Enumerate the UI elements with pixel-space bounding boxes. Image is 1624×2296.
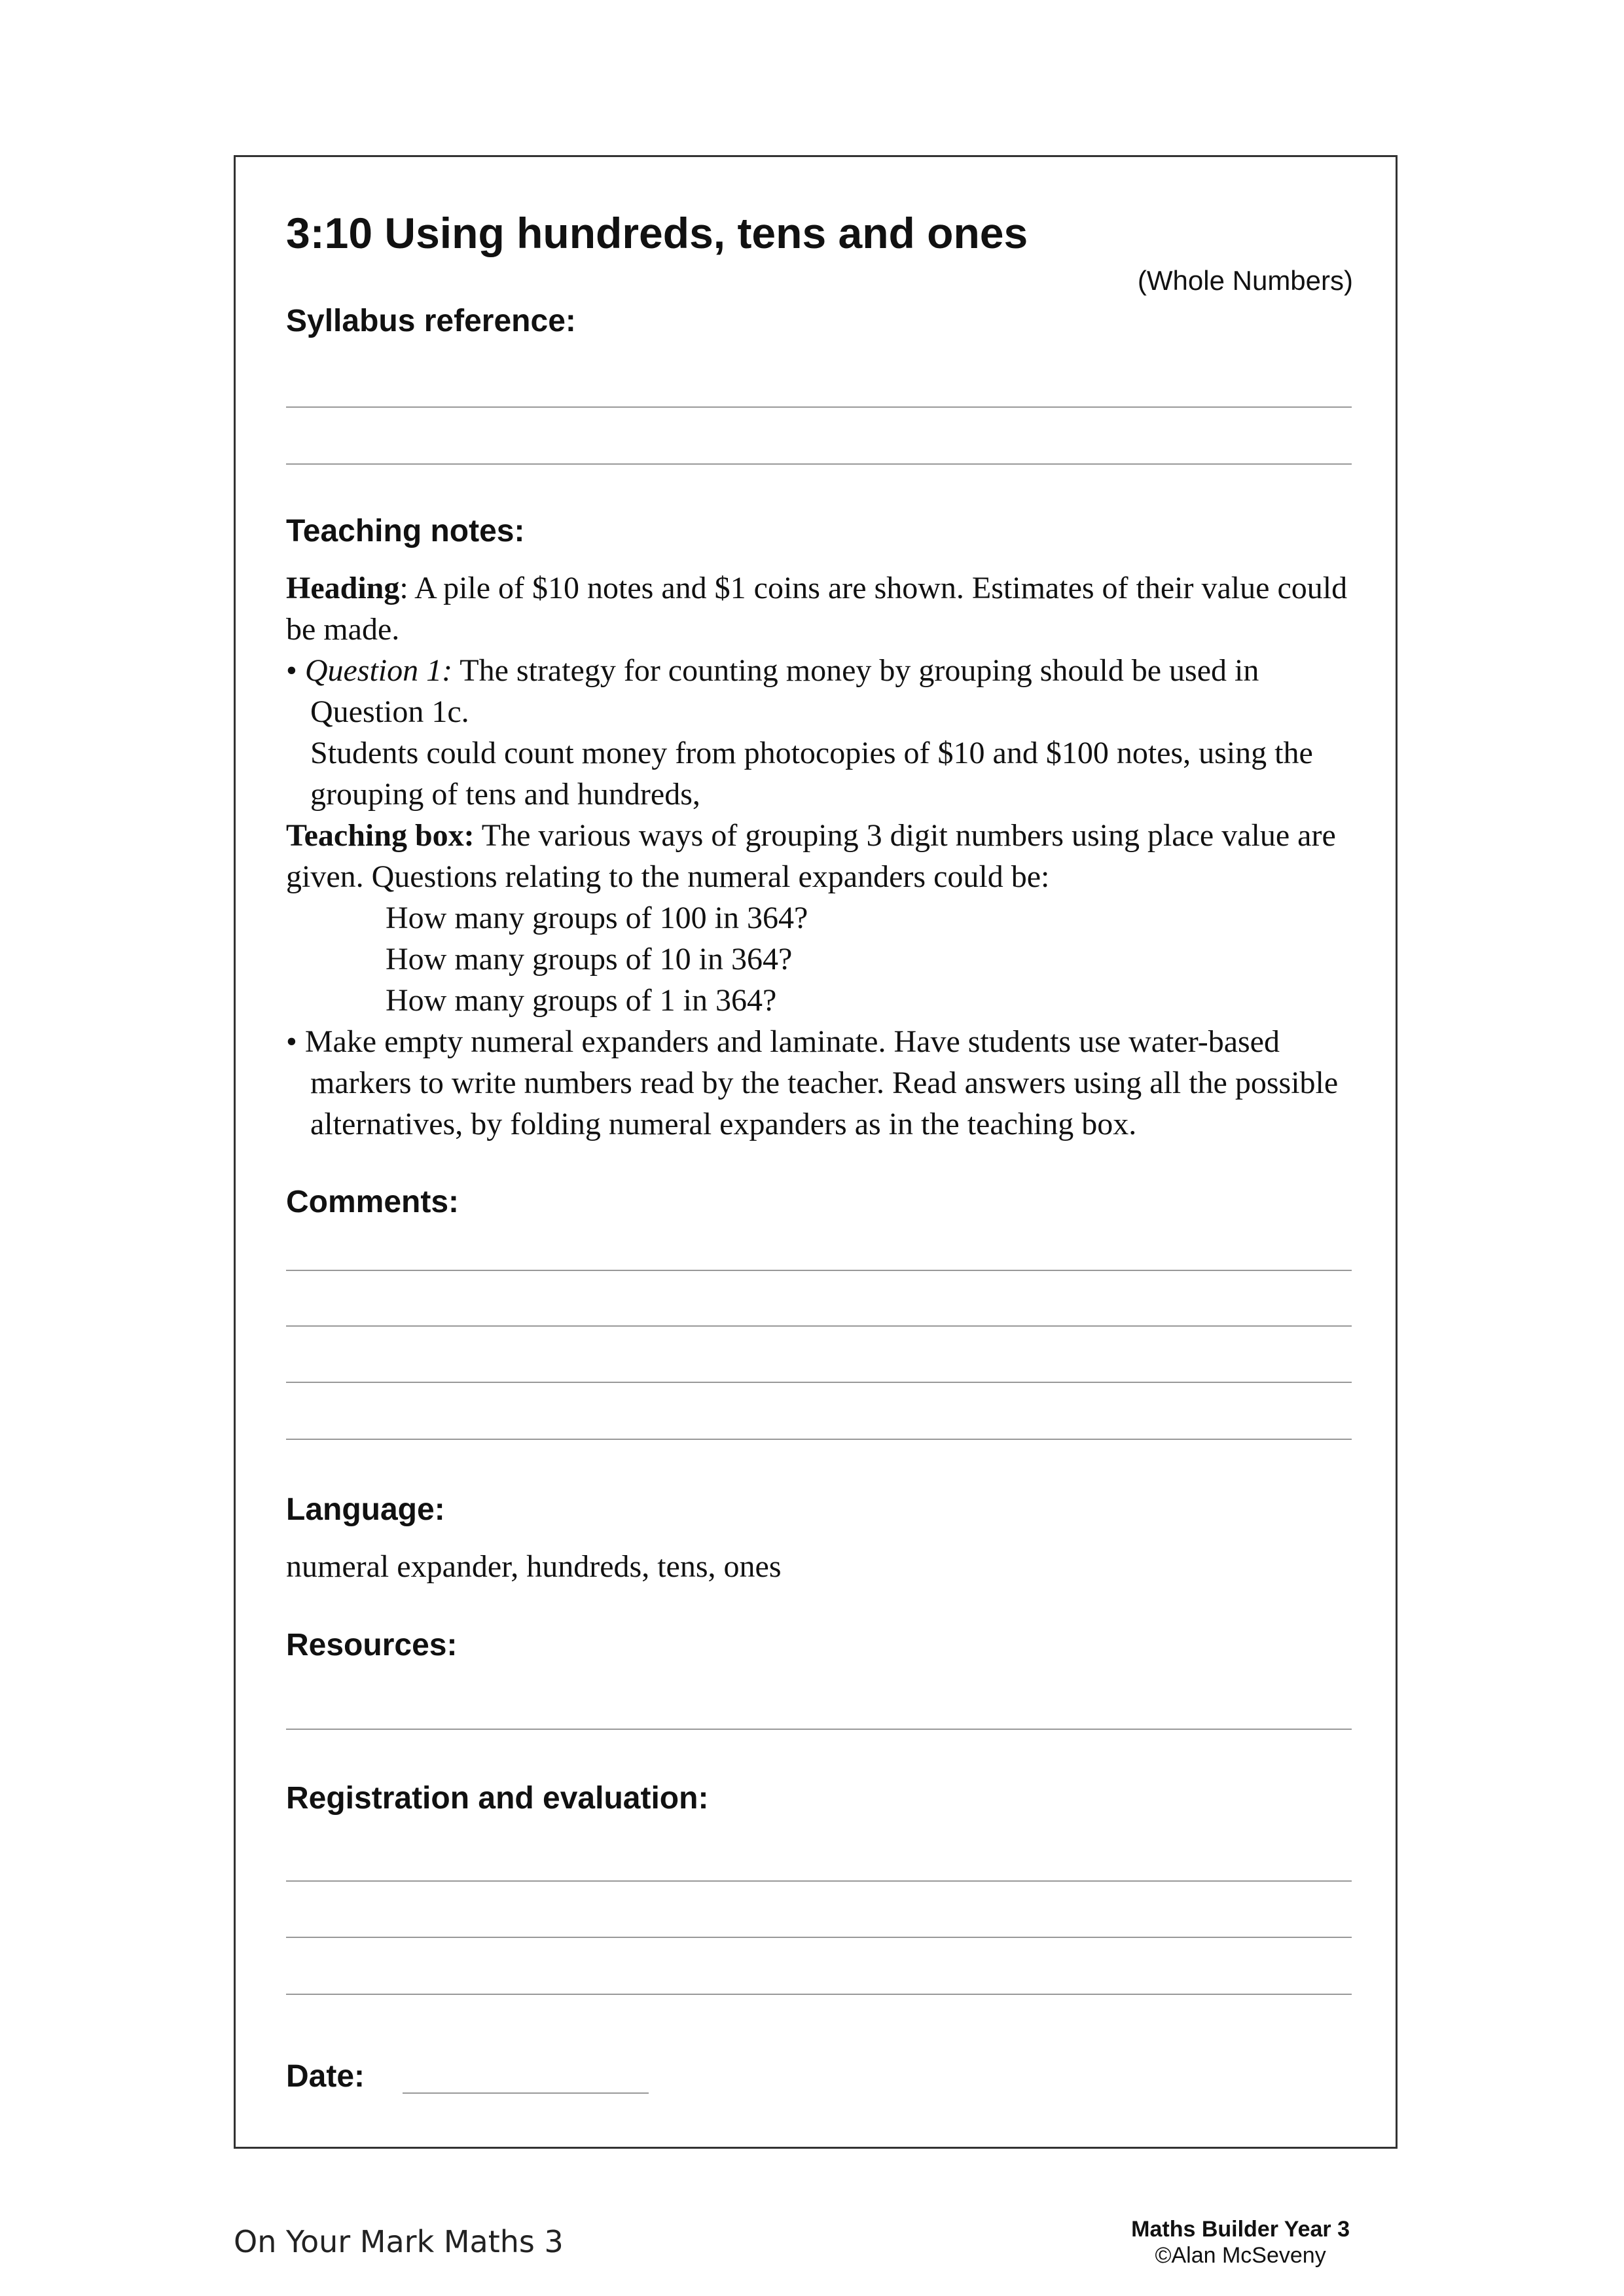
question-1-label: Question 1: [304, 653, 453, 688]
resources-heading: Resources: [286, 1628, 458, 1662]
syllabus-line-2 [286, 463, 1352, 465]
question-list-item: How many groups of 100 in 364? [386, 901, 808, 935]
question-1-text: The strategy for counting money by grouping should be used in Question 1c. [310, 653, 1259, 729]
comments-line-4 [286, 1439, 1352, 1440]
heading-note-text: : A pile of $10 notes and $1 coins are shown. Estimates of their value could be made. [286, 571, 1348, 647]
teaching-notes-heading: Teaching notes: [286, 514, 525, 548]
date-line [403, 2092, 649, 2094]
page-frame [234, 155, 1398, 2149]
comments-line-2 [286, 1325, 1352, 1327]
registration-line-1 [286, 1880, 1352, 1882]
registration-line-3 [286, 1994, 1352, 1995]
teaching-notes-body [286, 567, 1366, 1145]
comments-line-1 [286, 1270, 1352, 1271]
footer-credit [1131, 2216, 1350, 2269]
numeral-expander-text: Make empty numeral expanders and laminate. Have students use water-based markers to write numbers read by the teacher. Read answers using all the possible alternatives, by folding numeral expanders as in the teaching box. [304, 1024, 1339, 1141]
question-list-item: How many groups of 10 in 364? [386, 942, 793, 977]
teaching-box-text: The various ways of grouping 3 digit numbers using place value are given. Questions relating to the numeral expanders could be: [286, 818, 1336, 894]
question-1-note: • Question 1: The strategy for counting money by grouping should be used in Question 1c. [286, 653, 1259, 729]
worksheet-title: 3:10 Using hundreds, tens and ones [286, 209, 1028, 257]
resources-line [286, 1729, 1352, 1730]
teaching-box-note [286, 815, 1366, 897]
worksheet-subtitle: (Whole Numbers) [1137, 265, 1353, 296]
registration-line-2 [286, 1937, 1352, 1938]
heading-note [286, 567, 1366, 650]
question-list-item: How many groups of 1 in 364? [386, 983, 777, 1018]
comments-line-3 [286, 1382, 1352, 1383]
syllabus-line-1 [286, 406, 1352, 408]
question-1-continuation: Students could count money from photocopies of $10 and $100 notes, using the grouping of tens and hundreds, [310, 736, 1313, 812]
language-text: numeral expander, hundreds, tens, ones [286, 1549, 782, 1584]
syllabus-heading: Syllabus reference: [286, 304, 576, 338]
footer-copyright: ©Alan McSeveny [1155, 2243, 1326, 2268]
language-heading: Language: [286, 1492, 445, 1527]
teaching-box-label: Teaching box: [286, 818, 475, 853]
heading-note-label: Heading [286, 571, 400, 605]
footer-series-name: On Your Mark Maths 3 [234, 2224, 564, 2259]
date-heading: Date: [286, 2059, 365, 2094]
comments-heading: Comments: [286, 1185, 460, 1219]
footer-book-title: Maths Builder Year 3 [1131, 2217, 1350, 2242]
numeral-expander-note: • Make empty numeral expanders and laminate. Have students use water-based markers to write numbers read by the teacher. Read answers using all the possible alternatives, by folding numeral expanders as in the teaching box. [286, 1024, 1339, 1141]
registration-heading: Registration and evaluation: [286, 1781, 709, 1816]
